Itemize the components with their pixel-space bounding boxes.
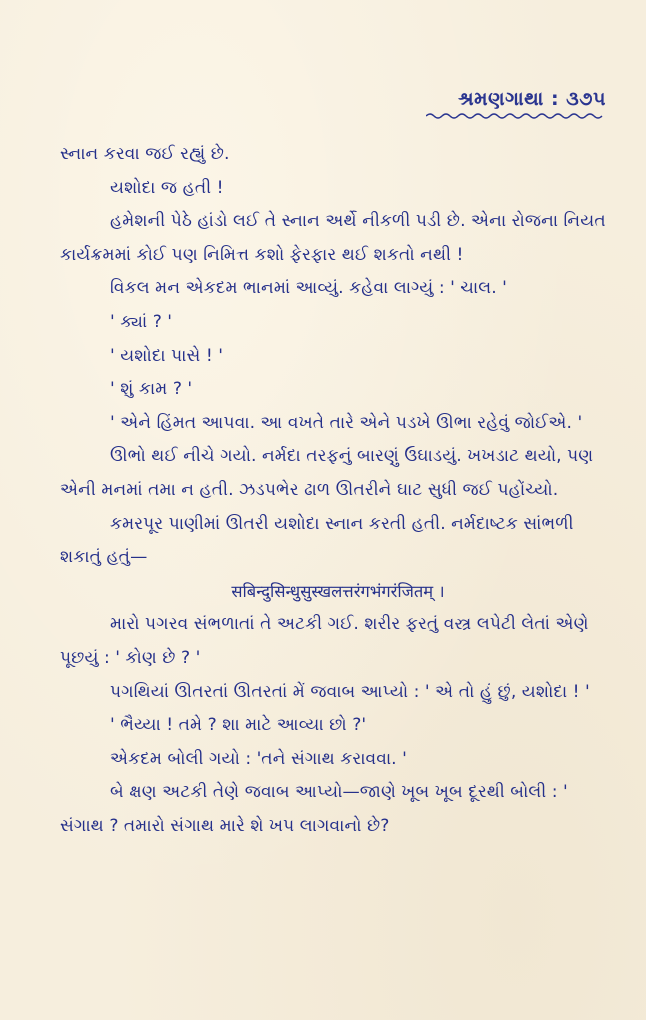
dialogue-line: ' ભૈય્યા ! તમે ? શા માટે આવ્યા છો ?' <box>110 715 367 736</box>
paragraph: ઊભો થઈ નીચે ગયો. નર્મદા તરફનું બારણું ઉઘાડયું. ખખડાટ થયો, પણ એની મનમાં તમા ન હતી. ઝડપભેર ઢાળ ઊતરીને ઘાટ સુધી જઈ પહોંચ્યો. <box>60 446 594 500</box>
paragraph: ' એને હિંમત આપવા. આ વખતે તારે એને પડખે ઊભા રહેવું જોઈએ. ' <box>110 412 583 433</box>
dialogue-line: ' શું કામ ? ' <box>110 379 193 400</box>
paragraph: પગથિયાં ઊતરતાં ઊતરતાં મેં જવાબ આપ્યો : ' એ તો હું છું, યશોદા ! ' <box>110 681 590 702</box>
dialogue-line: ' ક્યાં ? ' <box>110 311 173 332</box>
paragraph: સ્નાન કરવા જઈ રહ્યું છે. <box>60 144 230 164</box>
page-header <box>426 88 606 120</box>
paragraph: એકદમ બોલી ગયો : 'તને સંગાથ કરાવવા. ' <box>110 748 407 769</box>
dialogue-line: ' યશોદા પાસે ! ' <box>110 345 223 366</box>
paragraph: હમેશની પેઠે હાંડો લઈ તે સ્નાન અર્થે નીકળી પડી છે. એના રોજના નિયત કાર્યક્રમમાં કોઈ પણ નિમિત્ત કશો ફેરફાર થઈ શકતો નથી ! <box>60 211 606 265</box>
running-head: શ્રમણગાથા : ૩૭૫ <box>458 88 606 110</box>
paragraph: મારો પગરવ સંભળાતાં તે અટકી ગઈ. શરીર ફરતું વસ્ત્ર લપેટી લેતાં એણે પૂછયું : ' કોણ છે ? ' <box>60 614 589 668</box>
sanskrit-verse: सबिन्दुसिन्धुसुस्खलत्तरंगभंगरंजितम् । <box>231 581 445 601</box>
paragraph: વિકલ મન એકદમ ભાનમાં આવ્યું. કહેવા લાગ્યું : ' ચાલ. ' <box>110 278 507 299</box>
paragraph: યશોદા જ હતી ! <box>110 177 224 198</box>
body-text <box>60 138 616 843</box>
wavy-underline-ornament <box>426 112 606 120</box>
paragraph: કમરપૂર પાણીમાં ઊતરી યશોદા સ્નાન કરતી હતી. નર્મદાષ્ટક સાંભળી શકાતું હતું— <box>60 513 574 568</box>
paragraph: બે ક્ષણ અટકી તેણે જવાબ આપ્યો—જાણે ખૂબ ખૂબ દૂરથી બોલી : ' સંગાથ ? તમારો સંગાથ મારે શે ખપ લાગવાનો છે? <box>60 782 568 836</box>
